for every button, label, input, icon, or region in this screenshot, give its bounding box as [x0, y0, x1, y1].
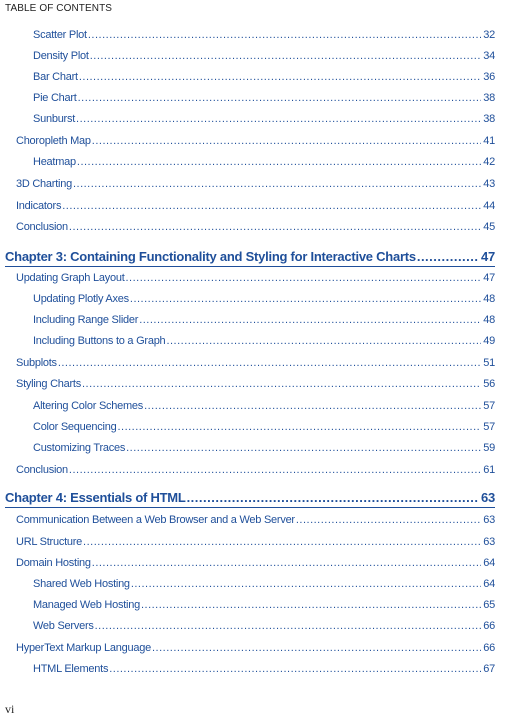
toc-entry-title: Managed Web Hosting	[33, 599, 140, 611]
toc-entry-title: Choropleth Map	[16, 135, 91, 147]
toc-entry-updating-graph-layout[interactable]	[16, 272, 495, 284]
toc-entry-page: 47	[483, 272, 495, 284]
leader-dots	[117, 421, 481, 433]
toc-entry-customizing-traces[interactable]	[33, 442, 495, 454]
toc-entry-3d-charting[interactable]	[16, 178, 495, 190]
toc-entry-title: Sunburst	[33, 113, 76, 125]
toc-entry-html-elements[interactable]	[33, 663, 495, 675]
toc-entry-indicators[interactable]	[16, 200, 495, 212]
toc-entry-conclusion[interactable]	[16, 221, 495, 233]
leader-dots	[83, 536, 481, 548]
leader-dots	[296, 514, 481, 526]
toc-entry-web-servers[interactable]	[33, 620, 495, 632]
toc-entry-title: Domain Hosting	[16, 557, 91, 569]
toc-entry-including-range-slider[interactable]	[33, 314, 495, 326]
toc-entry-title: HyperText Markup Language	[16, 642, 151, 654]
toc-entry-page: 67	[483, 663, 495, 675]
leader-dots	[92, 135, 481, 147]
leader-dots	[58, 357, 481, 369]
toc-entry-updating-plotly-axes[interactable]	[33, 293, 495, 305]
toc-entry-title: Color Sequencing	[33, 421, 117, 433]
toc-entry-page: 51	[483, 357, 495, 369]
leader-dots	[144, 400, 481, 412]
toc-entry-page: 32	[483, 29, 495, 41]
toc-entry-page: 57	[483, 400, 495, 412]
toc-entry-title: 3D Charting	[16, 178, 72, 190]
toc-entry-title: Bar Chart	[33, 71, 78, 83]
leader-dots	[92, 557, 481, 569]
toc-entry-color-sequencing[interactable]	[33, 421, 495, 433]
toc-entry-page: 59	[483, 442, 495, 454]
toc-entry-title: Shared Web Hosting	[33, 578, 130, 590]
toc-entry-page: 66	[483, 620, 495, 632]
chapter-divider	[5, 266, 495, 267]
toc-entry-pie-chart[interactable]	[33, 92, 495, 104]
toc-entry-page: 57	[483, 421, 495, 433]
toc-chapter-page: 47	[481, 249, 495, 264]
toc-entry-page: 66	[483, 642, 495, 654]
toc-entry-title: Web Servers	[33, 620, 94, 632]
leader-dots	[78, 92, 482, 104]
toc-entry-title: Pie Chart	[33, 92, 77, 104]
leader-dots	[141, 599, 481, 611]
leader-dots	[69, 221, 481, 233]
toc-entry-domain-hosting[interactable]	[16, 557, 495, 569]
toc-entry-page: 41	[483, 135, 495, 147]
toc-entry-hypertext-markup-language[interactable]	[16, 642, 495, 654]
toc-entry-url-structure[interactable]	[16, 536, 495, 548]
toc-entry-title: Updating Plotly Axes	[33, 293, 129, 305]
toc-entry-title: Including Buttons to a Graph	[33, 335, 166, 347]
leader-dots	[95, 620, 482, 632]
toc-entry-page: 64	[483, 578, 495, 590]
toc-entry-page: 63	[483, 514, 495, 526]
toc-entry-bar-chart[interactable]	[33, 71, 495, 83]
leader-dots	[417, 249, 479, 264]
toc-entry-title: URL Structure	[16, 536, 83, 548]
toc-entry-title: Density Plot	[33, 50, 89, 62]
toc-entry-title: Communication Between a Web Browser and a Web Server	[16, 514, 295, 526]
leader-dots	[69, 464, 481, 476]
leader-dots	[90, 50, 482, 62]
toc-entry-page: 64	[483, 557, 495, 569]
toc-entry-subplots[interactable]	[16, 357, 495, 369]
toc-entry-title: Including Range Slider	[33, 314, 139, 326]
leader-dots	[82, 378, 481, 390]
toc-entry-altering-color-schemes[interactable]	[33, 400, 495, 412]
leader-dots	[139, 314, 481, 326]
running-header: TABLE OF CONTENTS	[5, 3, 113, 14]
leader-dots	[187, 490, 479, 505]
toc-entry-title: Conclusion	[16, 221, 68, 233]
toc-entry-title: Updating Graph Layout	[16, 272, 125, 284]
toc-entry-page: 56	[483, 378, 495, 390]
toc-entry-page: 38	[483, 92, 495, 104]
leader-dots	[131, 578, 481, 590]
toc-entry-page: 65	[483, 599, 495, 611]
toc-entry-sunburst[interactable]	[33, 113, 495, 125]
toc-entry-shared-web-hosting[interactable]	[33, 578, 495, 590]
leader-dots	[126, 272, 482, 284]
toc-entry-page: 49	[483, 335, 495, 347]
toc-entry-page: 42	[483, 156, 495, 168]
toc-entry-title: Customizing Traces	[33, 442, 126, 454]
leader-dots	[73, 178, 481, 190]
toc-entry-page: 34	[483, 50, 495, 62]
toc-entry-communication[interactable]	[16, 514, 495, 526]
toc-entry-title: Altering Color Schemes	[33, 400, 144, 412]
toc-entry-title: Styling Charts	[16, 378, 81, 390]
leader-dots	[130, 293, 481, 305]
toc-chapter-title: Chapter 3: Containing Functionality and Styling for Interactive Charts	[5, 249, 416, 264]
page-number: vi	[5, 702, 15, 716]
toc-entry-page: 48	[483, 293, 495, 305]
toc-entry-title: Scatter Plot	[33, 29, 87, 41]
toc-entry-page: 44	[483, 200, 495, 212]
toc-entry-page: 61	[483, 464, 495, 476]
leader-dots	[77, 156, 481, 168]
toc-entry-conclusion-ch3[interactable]	[16, 464, 495, 476]
toc-entry-page: 45	[483, 221, 495, 233]
toc-entry-heatmap[interactable]	[33, 156, 495, 168]
toc-entry-page: 38	[483, 113, 495, 125]
toc-entry-styling-charts[interactable]	[16, 378, 495, 390]
toc-entry-page: 63	[483, 536, 495, 548]
leader-dots	[152, 642, 481, 654]
toc-chapter-3[interactable]	[5, 249, 495, 264]
toc-entry-page: 36	[483, 71, 495, 83]
toc-chapter-page: 63	[481, 490, 495, 505]
toc-entry-page: 48	[483, 314, 495, 326]
toc-entry-title: Indicators	[16, 200, 62, 212]
leader-dots	[62, 200, 481, 212]
toc-chapter-title: Chapter 4: Essentials of HTML	[5, 490, 186, 505]
toc-entry-title: Heatmap	[33, 156, 76, 168]
leader-dots	[166, 335, 481, 347]
chapter-divider	[5, 507, 495, 508]
toc-entry-title: HTML Elements	[33, 663, 109, 675]
leader-dots	[88, 29, 481, 41]
toc-entry-page: 43	[483, 178, 495, 190]
leader-dots	[109, 663, 481, 675]
toc-entry-density-plot[interactable]	[33, 50, 495, 62]
toc-chapter-4[interactable]	[5, 490, 495, 505]
toc-entry-scatter-plot[interactable]	[33, 29, 495, 41]
leader-dots	[126, 442, 481, 454]
leader-dots	[79, 71, 481, 83]
toc-entry-including-buttons[interactable]	[33, 335, 495, 347]
toc-entry-title: Subplots	[16, 357, 57, 369]
toc-entry-title: Conclusion	[16, 464, 68, 476]
toc-entry-choropleth-map[interactable]	[16, 135, 495, 147]
toc-entry-managed-web-hosting[interactable]	[33, 599, 495, 611]
leader-dots	[76, 113, 481, 125]
